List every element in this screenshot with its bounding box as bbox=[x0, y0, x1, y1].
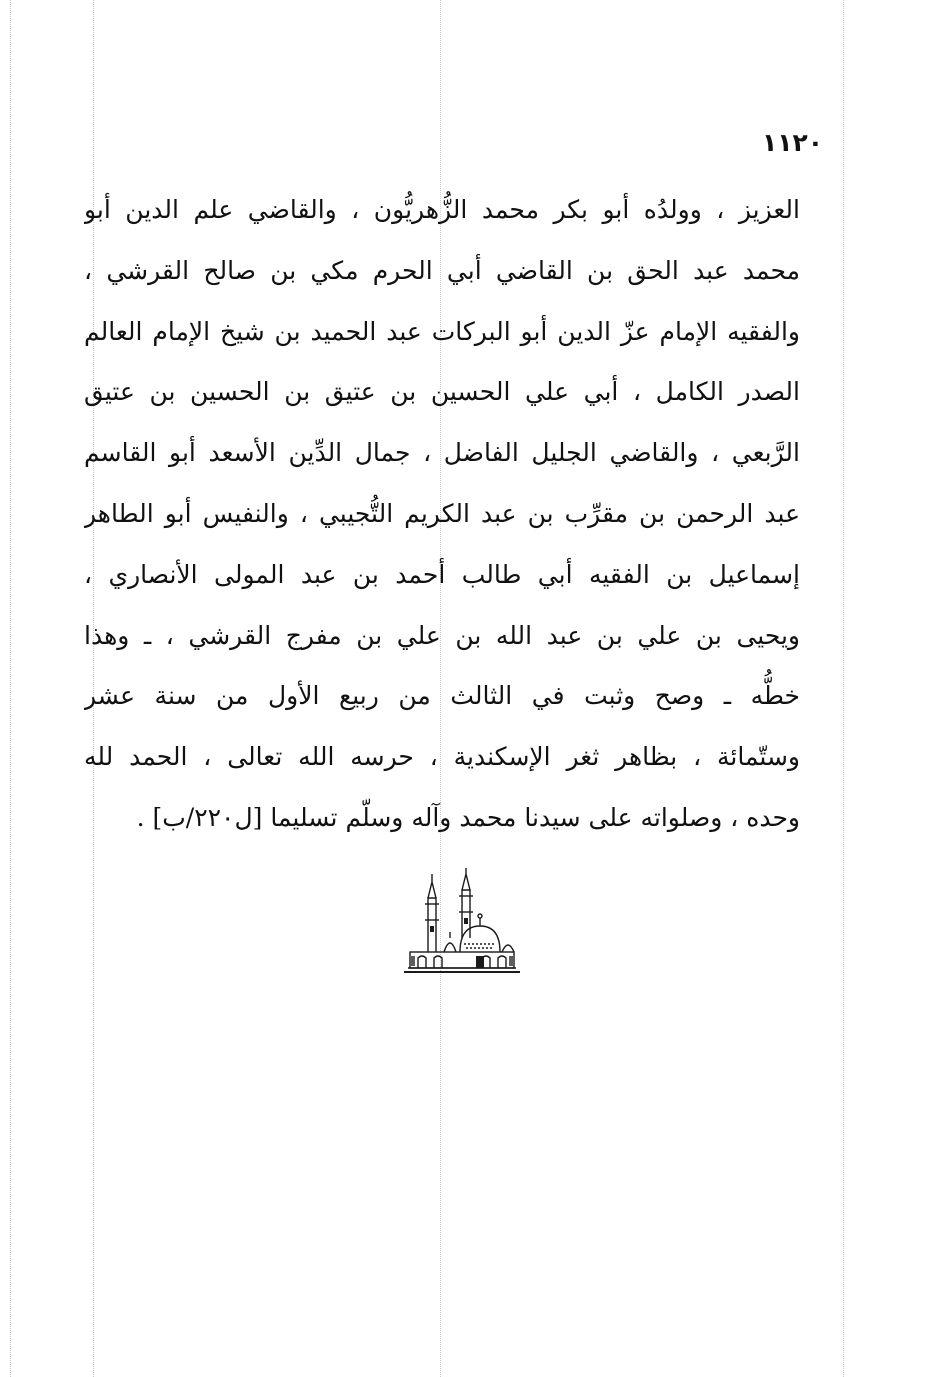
mosque-ornament-icon bbox=[400, 868, 524, 978]
page-number: ١١٢٠ bbox=[761, 128, 823, 157]
scan-guide-line bbox=[843, 0, 844, 1377]
text-line: عبد الرحمن بن مقرِّب بن عبد الكريم التُّجيبي ، والنفيس أبو الطاهر bbox=[84, 498, 800, 528]
text-line: ويحيى بن علي بن عبد الله بن علي بن مفرج القرشي ، ـ وهذا bbox=[84, 620, 800, 650]
scan-guide-line bbox=[10, 0, 11, 1377]
text-line: وستّمائة ، بظاهر ثغر الإسكندية ، حرسه الله تعالى ، الحمد لله bbox=[84, 742, 800, 772]
text-line: الرَّبعي ، والقاضي الجليل الفاضل ، جمال الدِّين الأسعد أبو القاسم bbox=[84, 438, 800, 468]
body-text bbox=[84, 180, 800, 849]
text-line: العزيز ، وولدُه أبو بكر محمد الزُّهريُّون ، والقاضي علم الدين أبو bbox=[84, 195, 800, 224]
text-line: والفقيه الإمام عزّ الدين أبو البركات عبد الحميد بن شيخ الإمام العالم bbox=[84, 316, 800, 346]
text-line: وحده ، وصلواته على سيدنا محمد وآله وسلّم تسليما [ل٢٢٠/ب] . bbox=[136, 802, 800, 832]
text-line: إسماعيل بن الفقيه أبي طالب أحمد بن عبد المولى الأنصاري ، bbox=[84, 559, 800, 589]
text-line: الصدر الكامل ، أبي علي الحسين بن عتيق بن الحسين بن عتيق bbox=[84, 377, 800, 407]
text-line: خطُّه ـ وصح وثبت في الثالث من ربيع الأول من سنة عشر bbox=[84, 681, 800, 711]
text-line: محمد عبد الحق بن القاضي أبي الحرم مكي بن صالح القرشي ، bbox=[84, 255, 800, 285]
